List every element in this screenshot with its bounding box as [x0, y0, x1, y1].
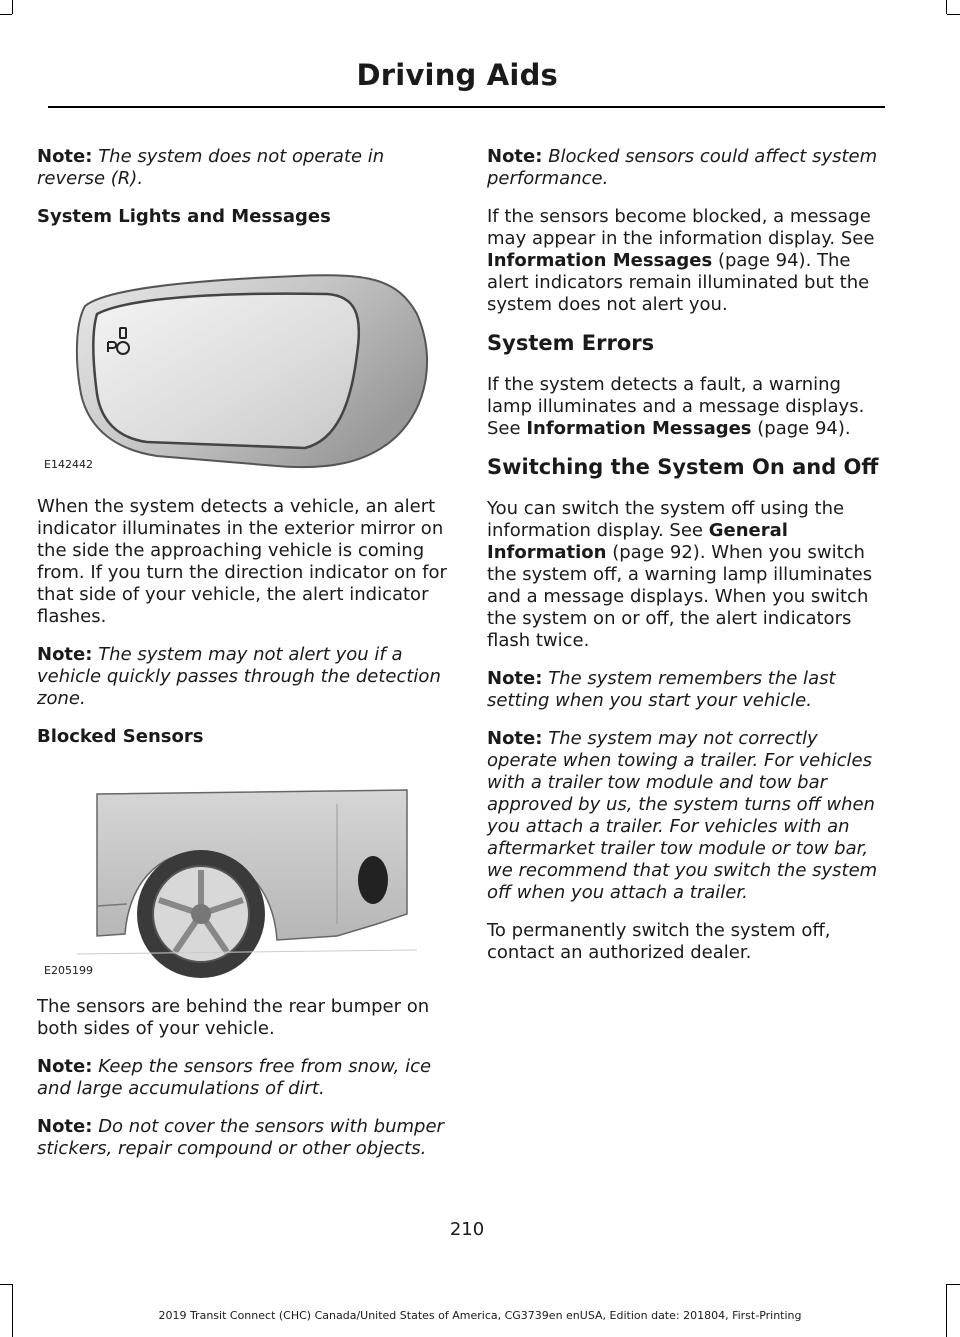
note-label: Note: — [37, 1056, 93, 1077]
paragraph: When the system detects a vehicle, an alert indicator illuminates in the exterior mirror on the side the approaching vehicle is coming from. If you turn the direction indicator on for that side of your vehicle, the alert indicator flashes. — [37, 496, 447, 627]
subheading-system-lights: System Lights and Messages — [37, 206, 331, 227]
section-heading-system-errors: System Errors — [487, 331, 655, 355]
crop-mark — [12, 0, 13, 14]
cross-reference-link[interactable]: Information Messages — [487, 250, 713, 271]
note — [37, 644, 447, 710]
text: If the sensors become blocked, a message may appear in the information display. See — [487, 206, 875, 249]
bumper-figure — [37, 764, 447, 980]
note — [487, 668, 882, 712]
crop-mark — [947, 14, 960, 15]
crop-mark — [0, 14, 12, 15]
footer-edition-info: 2019 Transit Connect (CHC) Canada/United States of America, CG3739en enUSA, Edition date: 201804, First-Printing — [158, 1309, 802, 1322]
crop-mark — [947, 1284, 960, 1285]
crop-mark — [0, 1284, 12, 1285]
subheading-blocked-sensors: Blocked Sensors — [37, 726, 204, 747]
note-label: Note: — [37, 146, 93, 167]
note-label: Note: — [37, 1116, 93, 1137]
figure-id: E205199 — [44, 964, 93, 977]
note-text: The system does not operate in reverse (R). — [37, 146, 385, 189]
note-text: The system may not correctly operate when towing a trailer. For vehicles with a trailer tow module and tow bar approved by us, the system turns off when you attach a trailer. For vehicles with an aftermarket trailer tow module or tow bar, we recommend that you switch the system off when you attach a trailer. — [487, 728, 878, 903]
page-title: Driving Aids — [356, 58, 558, 92]
paragraph: To permanently switch the system off, contact an authorized dealer. — [487, 920, 831, 963]
page-number: 210 — [449, 1219, 485, 1240]
note-label: Note: — [487, 146, 543, 167]
left-column — [37, 146, 447, 1176]
header-divider — [48, 106, 885, 108]
text: (page 94). — [757, 418, 851, 439]
note — [487, 146, 882, 190]
note-text: Blocked sensors could affect system performance. — [487, 146, 878, 189]
note-text: Do not cover the sensors with bumper stickers, repair compound or other objects. — [37, 1116, 444, 1159]
cross-reference-link[interactable]: Information Messages — [526, 418, 752, 439]
mirror-illustration — [37, 244, 447, 480]
text: You can switch the system off using the information display. See — [487, 498, 845, 541]
paragraph — [487, 498, 882, 652]
note — [37, 1056, 447, 1100]
note — [37, 1116, 447, 1160]
note — [37, 146, 447, 190]
crop-mark — [946, 0, 947, 14]
figure-id: E142442 — [44, 458, 93, 471]
text: (page 92). When you switch the system off, a warning lamp illuminates and a message displays. When you switch the system on or off, the alert indicators flash twice. — [487, 542, 873, 651]
note-text: The system remembers the last setting when you start your vehicle. — [487, 668, 836, 711]
note-text: The system may not alert you if a vehicle quickly passes through the detection zone. — [37, 644, 441, 709]
mirror-figure — [37, 244, 447, 480]
paragraph — [487, 206, 882, 316]
exhaust-pipe — [358, 856, 388, 904]
text: (page 94). The alert indicators remain illuminated but the system does not alert you. — [487, 250, 870, 315]
rear-bumper-illustration — [37, 764, 447, 980]
section-heading-switching: Switching the System On and Off — [487, 455, 879, 479]
note-label: Note: — [487, 728, 543, 749]
right-column — [487, 146, 882, 980]
cross-reference-link[interactable]: General Information — [487, 520, 788, 563]
note-label: Note: — [487, 668, 543, 689]
note-label: Note: — [37, 644, 93, 665]
text: If the system detects a fault, a warning lamp illuminates and a message displays. See — [487, 374, 865, 439]
note — [487, 728, 882, 904]
paragraph — [487, 374, 882, 440]
note-text: Keep the sensors free from snow, ice and large accumulations of dirt. — [37, 1056, 432, 1099]
paragraph: The sensors are behind the rear bumper on both sides of your vehicle. — [37, 996, 430, 1039]
